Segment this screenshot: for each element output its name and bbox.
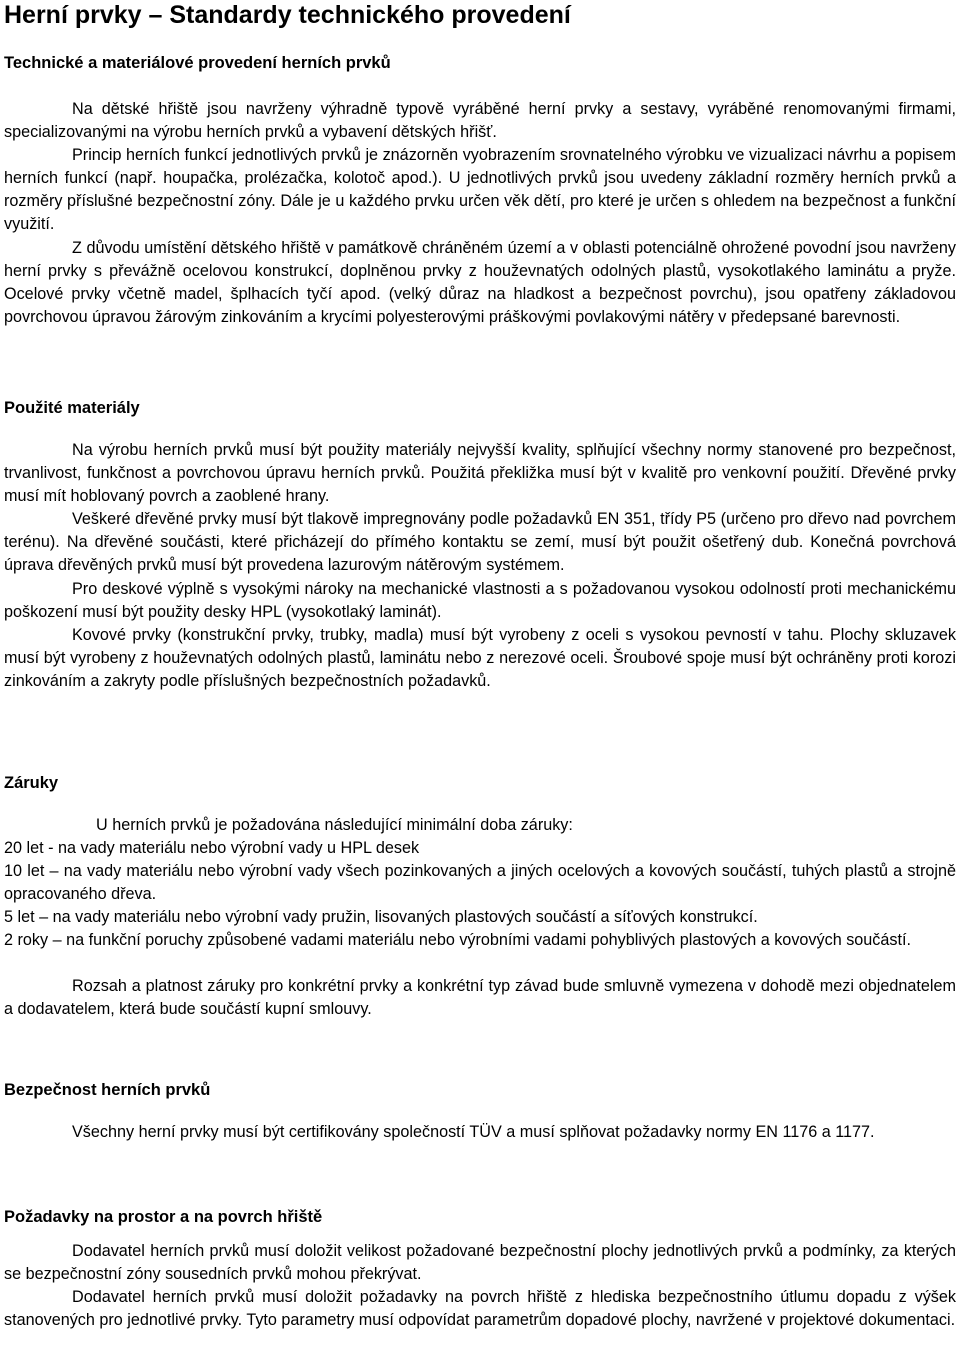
- paragraph: Všechny herní prvky musí být certifikovány společností TÜV a musí splňovat požadavky normy EN 1176 a 1177.: [72, 1123, 875, 1141]
- warranty-item: 2 roky – na funkční poruchy způsobené vadami materiálu nebo výrobními vadami pohyblivých plastových a kovových součástí.: [4, 931, 911, 950]
- section-technical: [4, 52, 956, 329]
- section-heading: Technické a materiálové provedení herních prvků: [4, 54, 391, 72]
- paragraph: Z důvodu umístění dětského hřiště v památkově chráněném území a v oblasti potenciálně ohrožené povodní jsou navrženy herní prvky s převážně ocelovou konstrukcí, doplněnou prvky z houževnatých odolných plastů, vysokotlakého laminátu a pryže. Ocelové prvky včetně madel, šplhacích tyčí apod. (velký důraz na hladkost a bezpečnost povrchu), jsou opatřeny základovou povrchovou úpravou žárovým zinkováním a krycími polyesterovými práškovými povlakovými nátěry v předepsané barevnosti.: [4, 238, 956, 326]
- section-safety: [4, 1079, 956, 1144]
- warranty-item: 20 let - na vady materiálu nebo výrobní vady u HPL desek: [4, 839, 420, 858]
- section-surface: [4, 1206, 956, 1332]
- paragraph: Na výrobu herních prvků musí být použity materiály nejvyšší kvality, splňující všechny normy stanovené pro bezpečnost, trvanlivost, funkčnost a povrchovou úpravu herních prvků. Použitá překližka musí být v kvalitě pro venkovní použití. Dřevěné prvky musí mít hoblovaný povrch a zaoblené hrany.: [4, 441, 956, 506]
- paragraph: Kovové prvky (konstrukční prvky, trubky, madla) musí být vyrobeny z oceli s vysokou pevností v tahu. Plochy skluzavek musí být vyrobeny z houževnatých odolných plastů, laminátu nebo z nerezové oceli. Šroubové spoje musí být ochráněny proti korozi zinkováním a zakryty podle příslušných bezpečnostních požadavků.: [4, 625, 956, 690]
- paragraph: Veškeré dřevěné prvky musí být tlakově impregnovány podle požadavků EN 351, třídy P5 (určeno pro dřevo nad povrchem terénu). Na dřevěné součásti, které přicházejí do přímého kontaktu se zemí, musí být použit ošetřený dub. Konečná povrchová úprava dřevěných prvků musí být provedena lazurovým nátěrovým systémem.: [4, 510, 956, 575]
- warranty-item: 5 let – na vady materiálu nebo výrobní vady pružin, lisovaných plastových součástí a síťových konstrukcí.: [4, 908, 758, 927]
- paragraph: Pro deskové výplně s vysokými nároky na mechanické vlastnosti a s požadovanou vysokou odolností proti mechanickému poškození musí být použity desky HPL (vysokotlaký laminát).: [4, 579, 956, 621]
- section-heading: Použité materiály: [4, 399, 140, 417]
- page-title: Herní prvky – Standardy technického provedení: [4, 1, 571, 29]
- paragraph: Princip herních funkcí jednotlivých prvků je znázorněn vyobrazením srovnatelného výrobku ve vizualizaci návrhu a popisem herních funkcí (např. houpačka, prolézačka, kolotoč apod.). U jednotlivých prvků jsou uvedeny základní rozměry herních prvků a rozměry příslušné bezpečnostní zóny. Dále je u každého prvku určen věk dětí, pro které je určen s ohledem na bezpečnost a funkční využití.: [4, 146, 956, 234]
- paragraph: Rozsah a platnost záruky pro konkrétní prvky a konkrétní typ závad bude smluvně vymezena v dohodě mezi objednatelem a dodavatelem, která bude součástí kupní smlouvy.: [4, 976, 956, 1018]
- warranty-item: 10 let – na vady materiálu nebo výrobní vady všech pozinkovaných a jiných ocelových a kovových součástí, tuhých plastů a strojně opracovaného dřeva.: [4, 862, 956, 904]
- section-heading: Bezpečnost herních prvků: [4, 1081, 211, 1099]
- paragraph: Dodavatel herních prvků musí doložit velikost požadované bezpečnostní plochy jednotlivých prvků a podmínky, za kterých se bezpečnostní zóny sousedních prvků mohou překrývat.: [4, 1242, 956, 1284]
- paragraph: U herních prvků je požadována následující minimální doba záruky:: [96, 816, 573, 834]
- paragraph: Na dětské hřiště jsou navrženy výhradně typově vyráběné herní prvky a sestavy, vyráběné renomovanými firmami, specializovanými na výrobu herních prvků a vybavení dětských hřišť.: [4, 100, 956, 142]
- section-warranty: [4, 772, 956, 1021]
- section-materials: [4, 397, 956, 693]
- paragraph: Dodavatel herních prvků musí doložit požadavky na povrch hřiště z hlediska bezpečnostního útlumu dopadu z výšek stanovených pro jednotlivé prvky. Tyto parametry musí odpovídat parametrům dopadové plochy, navržené v projektové dokumentaci.: [4, 1288, 956, 1330]
- section-heading: Záruky: [4, 774, 59, 792]
- section-heading: Požadavky na prostor a na povrch hřiště: [4, 1208, 323, 1226]
